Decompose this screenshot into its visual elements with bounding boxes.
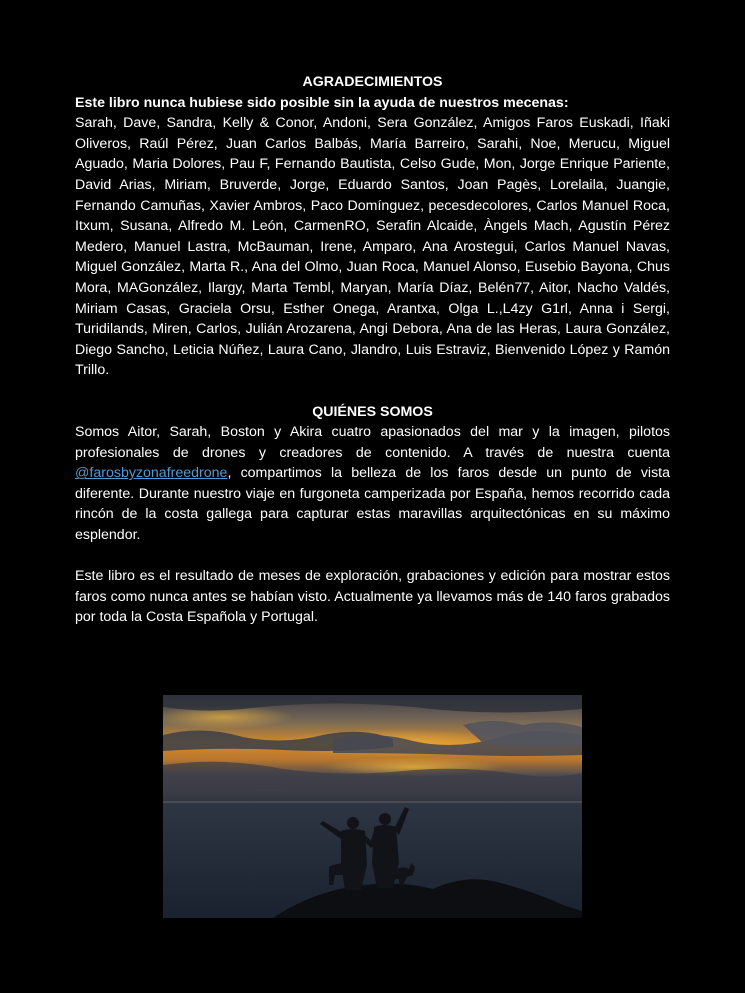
about-text-after-link: , compartimos la belleza de los faros desde un punto de vista diferente. Durante nuestro viaje en furgoneta camperizada por España, hemos recorrido cada rincón de la costa gallega para capturar estas maravillas arquitectónicas en su máximo esplendor. (75, 465, 670, 544)
sunset-photo (163, 695, 582, 918)
acknowledgements-intro: Este libro nunca hubiese sido posible sin la ayuda de nuestros mecenas: (75, 94, 569, 111)
spacer (75, 546, 670, 567)
patrons-list: Sarah, Dave, Sandra, Kelly & Conor, Andoni, Sera González, Amigos Faros Euskadi, Iñaki Oliveros, Raúl Pérez, Juan Carlos Balbás, María Barreiro, Sarahi, Noe, Merucu, Miguel Aguado, Maria Dolores, Pau F, Fernando Bautista, Celso Gude, Mon, Jorge Enrique Pariente, David Arias, Miriam, Bruverde, Jorge, Eduardo Santos, Joan Pagès, Lorelaila, Juangie, Fernando Camuñas, Xavier Ambros, Paco Domínguez, pecesdecolores, Carlos Manuel Roca, Itxum, Susana, Alfredo M. León, CarmenRO, Serafin Alcaide, Àngels Mach, Agustín Pérez Medero, Manuel Lastra, McBauman, Irene, Amparo, Ana Arostegui, Carlos Manuel Navas, Miguel González, Marta R., Ana del Olmo, Juan Roca, Manuel Alonso, Eusebio Bayona, Chus Mora, MAGonzález, Ilargy, Marta Tembl, Maryan, María Díaz, Belén77, Aitor, Nacho Valdés, Miriam Casas, Graciela Orsu, Esther Onega, Arantxa, Olga L.,L4zy G1rl, Anna i Sergi, Turidilands, Miren, Carlos, Julián Arozarena, Angi Debora, Ana de las Heras, Laura González, Diego Sancho, Leticia Núñez, Laura Cano, Jlandro, Luis Estraviz, Bienvenido López y Ramón Trillo. (75, 115, 670, 379)
spacer (75, 381, 670, 402)
instagram-link[interactable]: @farosbyzonafreedrone (75, 465, 228, 482)
sunset-couple-dogs-photo-icon (163, 695, 582, 918)
about-text-before-link: Somos Aitor, Sarah, Boston y Akira cuatro apasionados del mar y la imagen, pilotos profesionales de drones y creadores de contenido. A través de nuestra cuenta (75, 424, 670, 461)
about-title: QUIÉNES SOMOS (312, 403, 433, 420)
content-column (75, 72, 670, 628)
acknowledgements-title: AGRADECIMIENTOS (302, 74, 443, 90)
about-paragraph-2: Este libro es el resultado de meses de exploración, grabaciones y edición para mostrar estos faros como nunca antes se habían visto. Actualmente ya llevamos más de 140 faros grabados por toda la Costa Española y Portugal. (75, 568, 670, 626)
about-paragraph-1 (75, 422, 670, 546)
